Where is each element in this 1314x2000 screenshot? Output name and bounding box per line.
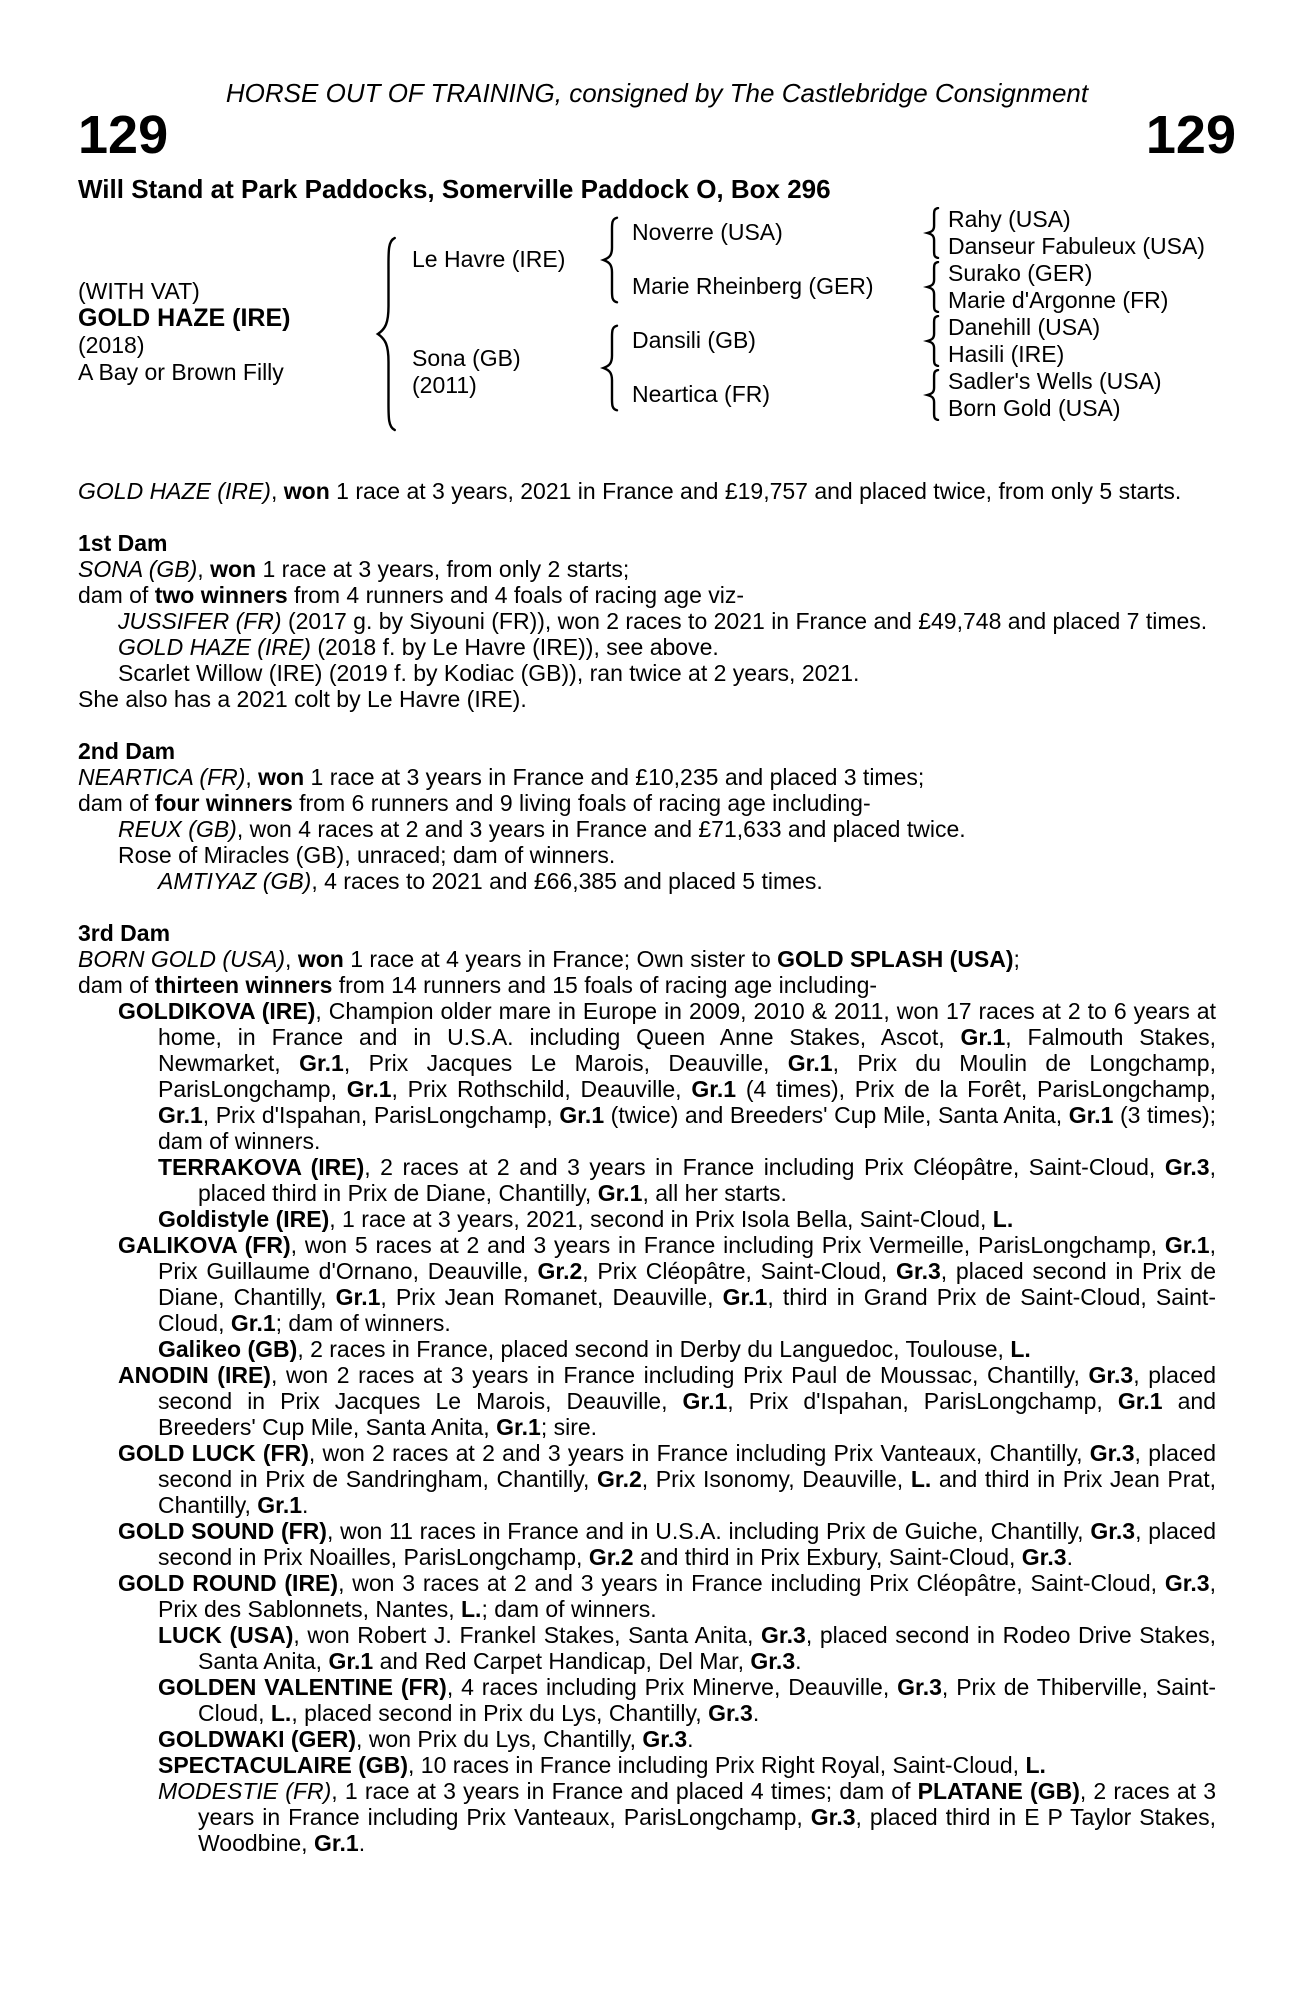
granddam-sire: Marie Rheinberg (GER) (632, 273, 874, 299)
text-run: , Prix Rothschild, Deauville, (391, 1076, 692, 1102)
text-run: 1 race at 3 years in France and £10,235 and placed 3 times; (304, 764, 925, 790)
text-run: Gr.3 (1089, 1440, 1135, 1466)
text-run: Gr.2 (597, 1466, 642, 1492)
text-run: Gr.1 (682, 1388, 728, 1414)
pedigree-paragraph (78, 1778, 1216, 1856)
pedigree-paragraph (78, 1674, 1216, 1726)
text-run: REUX (GB) (118, 816, 237, 842)
text-run: thirteen winners (154, 972, 333, 998)
text-run: , Prix d'Ispahan, ParisLongchamp, (727, 1388, 1118, 1414)
text-run: , Prix d'Ispahan, ParisLongchamp, (202, 1102, 560, 1128)
text-run: L. (1010, 1336, 1031, 1362)
dam-name: Sona (GB) (412, 345, 521, 371)
pedigree-paragraph (78, 1622, 1216, 1674)
text-run: Gr.3 (896, 1258, 941, 1284)
text-run: , won Prix du Lys, Chantilly, (356, 1726, 643, 1752)
text-run: GOLD HAZE (IRE) (118, 634, 311, 660)
text-run: , all her starts. (642, 1180, 787, 1206)
text-run: , (270, 478, 284, 504)
dam-block (412, 345, 521, 399)
text-run: from 4 runners and 4 foals of racing age viz- (287, 582, 745, 608)
text-run: GOLDWAKI (GER) (158, 1726, 357, 1752)
horse-description: A Bay or Brown Filly (78, 359, 284, 385)
text-run: NEARTICA (FR) (78, 764, 246, 790)
text-run: GALIKOVA (FR) (118, 1232, 291, 1258)
text-run: Gr.3 (1164, 1154, 1210, 1180)
text-run: Gr.1 (328, 1648, 374, 1674)
text-run: GOLD SPLASH (USA) (777, 946, 1014, 972)
pedigree-brace (598, 216, 622, 304)
dam-year: (2011) (412, 372, 477, 398)
text-run: four winners (154, 790, 293, 816)
text-run: Gr.1 (691, 1076, 737, 1102)
lot-number-row (78, 105, 1236, 165)
consignment-header: HORSE OUT OF TRAINING, consigned by The Castlebridge Consignment (225, 78, 1089, 108)
pedigree-paragraph (78, 790, 1216, 816)
text-run: , Prix Jacques Le Marois, Deauville, (343, 1050, 788, 1076)
granddam-dam: Neartica (FR) (632, 381, 771, 407)
text-run: . (1066, 1544, 1073, 1570)
great-grandparent: Rahy (USA) (948, 206, 1071, 232)
horse-name: GOLD HAZE (IRE) (78, 304, 291, 332)
text-run: , placed third in E P Taylor Stakes, Woodbine, (198, 1804, 1216, 1856)
pedigree-paragraph (78, 660, 1216, 686)
text-run: , 4 races to 2021 and £66,385 and placed 5 times. (311, 868, 823, 894)
text-run: , 2 races in France, placed second in Derby du Languedoc, Toulouse, (297, 1336, 1011, 1362)
text-run: Gr.1 (158, 1102, 203, 1128)
pedigree-paragraph (78, 1362, 1216, 1440)
text-run: Gr.2 (537, 1258, 583, 1284)
text-run: Gr.1 (346, 1076, 392, 1102)
text-run: ; (1013, 946, 1020, 972)
dam-section-heading (78, 530, 1216, 556)
text-run: GOLDEN VALENTINE (FR) (158, 1674, 447, 1700)
text-run: and Breeders' Cup Mile, Santa Anita, (158, 1388, 1216, 1440)
text-run: . (795, 1648, 802, 1674)
pedigree-brace (923, 261, 942, 313)
text-run: . (687, 1726, 694, 1752)
text-run: Gr.3 (642, 1726, 688, 1752)
great-grandparent: Danseur Fabuleux (USA) (948, 233, 1205, 259)
text-run: ; dam of winners. (275, 1310, 451, 1336)
pedigree-brace (923, 369, 942, 421)
pedigree-paragraph (78, 634, 1216, 660)
text-run: from 14 runners and 15 foals of racing age including- (332, 972, 878, 998)
text-run: AMTIYAZ (GB) (158, 868, 312, 894)
pedigree-paragraph (78, 764, 1216, 790)
text-run: Gr.3 (810, 1804, 856, 1830)
pedigree-paragraph (78, 1206, 1216, 1232)
text-run: 3rd Dam (78, 920, 171, 946)
text-run: GOLD HAZE (IRE) (78, 478, 271, 504)
text-run: GOLD LUCK (FR) (118, 1440, 309, 1466)
great-grandparent: Born Gold (USA) (948, 395, 1121, 421)
text-run: L. (461, 1596, 482, 1622)
pedigree-brace (923, 207, 942, 259)
pedigree-paragraph (78, 478, 1216, 504)
text-run: Gr.1 (1164, 1232, 1210, 1258)
text-run: Gr.3 (1021, 1544, 1067, 1570)
text-run: and third in Prix Jean Prat, Chantilly, (158, 1466, 1216, 1518)
text-run: , placed second in Prix de Sandringham, Chantilly, (158, 1440, 1216, 1492)
text-run: Gr.3 (761, 1622, 806, 1648)
text-run: , Prix de Thiberville, Saint-Cloud, (198, 1674, 1216, 1726)
text-run: two winners (154, 582, 288, 608)
text-run: Rose of Miracles (GB), unraced; dam of winners. (118, 842, 616, 868)
pedigree-brace (923, 315, 942, 367)
text-run: , Prix Cléopâtre, Saint-Cloud, (582, 1258, 896, 1284)
catalogue-text (78, 478, 1216, 1856)
text-run: , placed second in Prix Jacques Le Marois, Deauville, (158, 1362, 1216, 1414)
text-run: 1 race at 3 years, 2021 in France and £19,757 and placed twice, from only 5 starts. (329, 478, 1182, 504)
text-run: , Prix des Sablonnets, Nantes, (158, 1570, 1216, 1622)
text-run: L. (992, 1206, 1014, 1232)
text-run: ; dam of winners. (481, 1596, 657, 1622)
great-grandparent: Danehill (USA) (948, 314, 1101, 340)
text-run: TERRAKOVA (IRE) (158, 1154, 365, 1180)
pedigree-paragraph (78, 582, 1216, 608)
text-run: , (197, 556, 211, 582)
text-run: won (210, 556, 257, 582)
text-run: Scarlet Willow (IRE) (2019 f. by Kodiac (GB)), ran twice at 2 years, 2021. (118, 660, 860, 686)
text-run: L. (1025, 1752, 1046, 1778)
foal-year: (2018) (78, 332, 145, 358)
text-run: won (283, 478, 330, 504)
text-run: Gr.1 (559, 1102, 605, 1128)
text-run: She also has a 2021 colt by Le Havre (IRE). (78, 686, 527, 712)
text-run: , won 2 races at 3 years in France including Prix Paul de Moussac, Chantilly, (270, 1362, 1089, 1388)
text-run: , (245, 764, 259, 790)
sire-name: Le Havre (IRE) (412, 246, 566, 272)
text-run: . (752, 1700, 760, 1726)
lot-number-left: 129 (78, 105, 169, 165)
text-run: , won 3 races at 2 and 3 years in France including Prix Cléopâtre, Saint-Cloud, (338, 1570, 1165, 1596)
text-run: Gr.3 (1088, 1362, 1134, 1388)
text-run: , 1 race at 3 years, 2021, second in Prix Isola Bella, Saint-Cloud, (329, 1206, 993, 1232)
pedigree-paragraph (78, 842, 1216, 868)
text-run: Goldistyle (IRE) (158, 1206, 330, 1232)
text-run: , Champion older mare in Europe in 2009, 2010 & 2011, won 17 races at 2 to 6 years at home, in France and in U.S.A. including Queen Anne Stakes, Ascot, (158, 998, 1216, 1050)
great-grandparent: Marie d'Argonne (FR) (948, 287, 1169, 313)
text-run: Galikeo (GB) (158, 1336, 298, 1362)
text-run: ; sire. (540, 1414, 598, 1440)
pedigree-paragraph (78, 946, 1216, 972)
pedigree-paragraph (78, 556, 1216, 582)
text-run: , 4 races including Prix Minerve, Deauville, (446, 1674, 898, 1700)
text-run: SONA (GB) (78, 556, 198, 582)
text-run: Gr.3 (897, 1674, 942, 1700)
pedigree-paragraph (78, 972, 1216, 998)
pedigree-subject (78, 278, 291, 386)
text-run: Gr.3 (1090, 1518, 1136, 1544)
pedigree-paragraph (78, 1154, 1216, 1206)
text-run: 1 race at 3 years, from only 2 starts; (256, 556, 630, 582)
text-run: , 2 races at 2 and 3 years in France including Prix Cléopâtre, Saint-Cloud, (364, 1154, 1165, 1180)
pedigree-paragraph (78, 1232, 1216, 1336)
text-run: dam of (78, 972, 155, 998)
pedigree-paragraph (78, 1440, 1216, 1518)
text-run: Gr.1 (787, 1050, 833, 1076)
text-run: (4 times), Prix de la Forêt, ParisLongchamp, (736, 1076, 1216, 1102)
text-run: BORN GOLD (USA) (78, 946, 286, 972)
text-run: , placed second in Prix de Diane, Chantilly, (158, 1258, 1216, 1310)
text-run: , (285, 946, 298, 972)
stand-location-line: Will Stand at Park Paddocks, Somerville Paddock O, Box 296 (78, 174, 831, 204)
text-run: GOLD SOUND (FR) (118, 1518, 327, 1544)
text-run: , won Robert J. Frankel Stakes, Santa Anita, (293, 1622, 762, 1648)
text-run: and Red Carpet Handicap, Del Mar, (373, 1648, 751, 1674)
text-run: , placed second in Prix Noailles, ParisLongchamp, (158, 1518, 1216, 1570)
text-run: Gr.1 (960, 1024, 1006, 1050)
text-run: Gr.1 (313, 1830, 359, 1856)
text-run: , third in Grand Prix de Saint-Cloud, Saint-Cloud, (158, 1284, 1216, 1336)
text-run: from 6 runners and 9 living foals of racing age including- (292, 790, 871, 816)
text-run: Gr.3 (1164, 1570, 1210, 1596)
pedigree-paragraph (78, 1570, 1216, 1622)
text-run: Gr.1 (496, 1414, 541, 1440)
text-run: SPECTACULAIRE (GB) (158, 1752, 409, 1778)
text-run: GOLDIKOVA (IRE) (118, 998, 316, 1024)
text-run: Gr.1 (299, 1050, 344, 1076)
text-run: , 10 races in France including Prix Right Royal, Saint-Cloud, (408, 1752, 1026, 1778)
lot-number-right: 129 (1145, 105, 1236, 165)
dam-section-heading (78, 920, 1216, 946)
pedigree-paragraph (78, 1726, 1216, 1752)
pedigree-brace (598, 324, 622, 412)
text-run: L. (270, 1700, 292, 1726)
text-run: , won 2 races at 2 and 3 years in France including Prix Vanteaux, Chantilly, (308, 1440, 1090, 1466)
text-run: , Prix du Moulin de Longchamp, ParisLongchamp, (158, 1050, 1216, 1102)
text-run: Gr.1 (722, 1284, 768, 1310)
text-run: , Prix Isonomy, Deauville, (641, 1466, 911, 1492)
text-run: (2017 g. by Siyouni (FR)), won 2 races to 2021 in France and £49,748 and placed 7 times. (281, 608, 1208, 634)
pedigree-brace (371, 234, 401, 434)
text-run: , Prix Guillaume d'Ornano, Deauville, (158, 1232, 1216, 1284)
text-run: (3 times); dam of winners. (158, 1102, 1216, 1154)
pedigree-paragraph (78, 1336, 1216, 1362)
dam-section-heading (78, 738, 1216, 764)
text-run: GOLD ROUND (IRE) (118, 1570, 339, 1596)
text-run: , won 5 races at 2 and 3 years in France including Prix Vermeille, ParisLongchamp, (290, 1232, 1165, 1258)
pedigree-paragraph (78, 1752, 1216, 1778)
text-run: Gr.2 (588, 1544, 634, 1570)
text-run: dam of (78, 582, 155, 608)
grandsire-dam: Dansili (GB) (632, 327, 756, 353)
pedigree-paragraph (78, 868, 1216, 894)
text-run: JUSSIFER (FR) (118, 608, 282, 634)
text-run: won (258, 764, 305, 790)
pedigree-paragraph (78, 816, 1216, 842)
text-run: Gr.1 (257, 1492, 303, 1518)
text-run: Gr.3 (750, 1648, 796, 1674)
text-run: , 2 races at 3 years in France including Prix Vanteaux, ParisLongchamp, (198, 1778, 1216, 1830)
grandsire-sire: Noverre (USA) (632, 219, 783, 245)
text-run: . (302, 1492, 309, 1518)
text-run: 1st Dam (78, 530, 168, 556)
text-run: dam of (78, 790, 155, 816)
pedigree-tree (78, 206, 1236, 438)
text-run: LUCK (USA) (158, 1622, 294, 1648)
text-run: won (297, 946, 344, 972)
text-run: . (358, 1830, 366, 1856)
text-run: , placed second in Prix du Lys, Chantilly, (291, 1700, 709, 1726)
text-run: , placed second in Rodeo Drive Stakes, Santa Anita, (198, 1622, 1216, 1674)
text-run: Gr.1 (1117, 1388, 1163, 1414)
text-run: , won 11 races in France and in U.S.A. including Prix de Guiche, Chantilly, (326, 1518, 1091, 1544)
text-run: 1 race at 4 years in France; Own sister to (343, 946, 778, 972)
text-run: , won 4 races at 2 and 3 years in France and £71,633 and placed twice. (236, 816, 966, 842)
text-run: MODESTIE (FR) (158, 1778, 332, 1804)
text-run: Gr.3 (708, 1700, 753, 1726)
great-grandparent: Hasili (IRE) (948, 341, 1065, 367)
pedigree-paragraph (78, 1518, 1216, 1570)
text-run: Gr.1 (597, 1180, 643, 1206)
text-run: PLATANE (GB) (917, 1778, 1080, 1804)
text-run: , 1 race at 3 years in France and placed 4 times; dam of (331, 1778, 918, 1804)
text-run: Gr.1 (1068, 1102, 1114, 1128)
pedigree-paragraph (78, 608, 1216, 634)
text-run: ANODIN (IRE) (118, 1362, 271, 1388)
text-run: Gr.1 (230, 1310, 276, 1336)
text-run: and third in Prix Exbury, Saint-Cloud, (633, 1544, 1022, 1570)
pedigree-paragraph (78, 686, 1216, 712)
text-run: Gr.1 (335, 1284, 381, 1310)
text-run: , placed third in Prix de Diane, Chantilly, (198, 1154, 1216, 1206)
text-run: , Falmouth Stakes, Newmarket, (158, 1024, 1217, 1076)
text-run: (2018 f. by Le Havre (IRE)), see above. (310, 634, 719, 660)
text-run: (twice) and Breeders' Cup Mile, Santa Anita, (604, 1102, 1069, 1128)
text-run: 2nd Dam (78, 738, 176, 764)
great-grandparent: Sadler's Wells (USA) (948, 368, 1162, 394)
great-grandparent: Surako (GER) (948, 260, 1093, 286)
pedigree-paragraph (78, 998, 1216, 1154)
text-run: , Prix Jean Romanet, Deauville, (380, 1284, 723, 1310)
text-run: L. (910, 1466, 932, 1492)
vat-note: (WITH VAT) (78, 278, 200, 304)
